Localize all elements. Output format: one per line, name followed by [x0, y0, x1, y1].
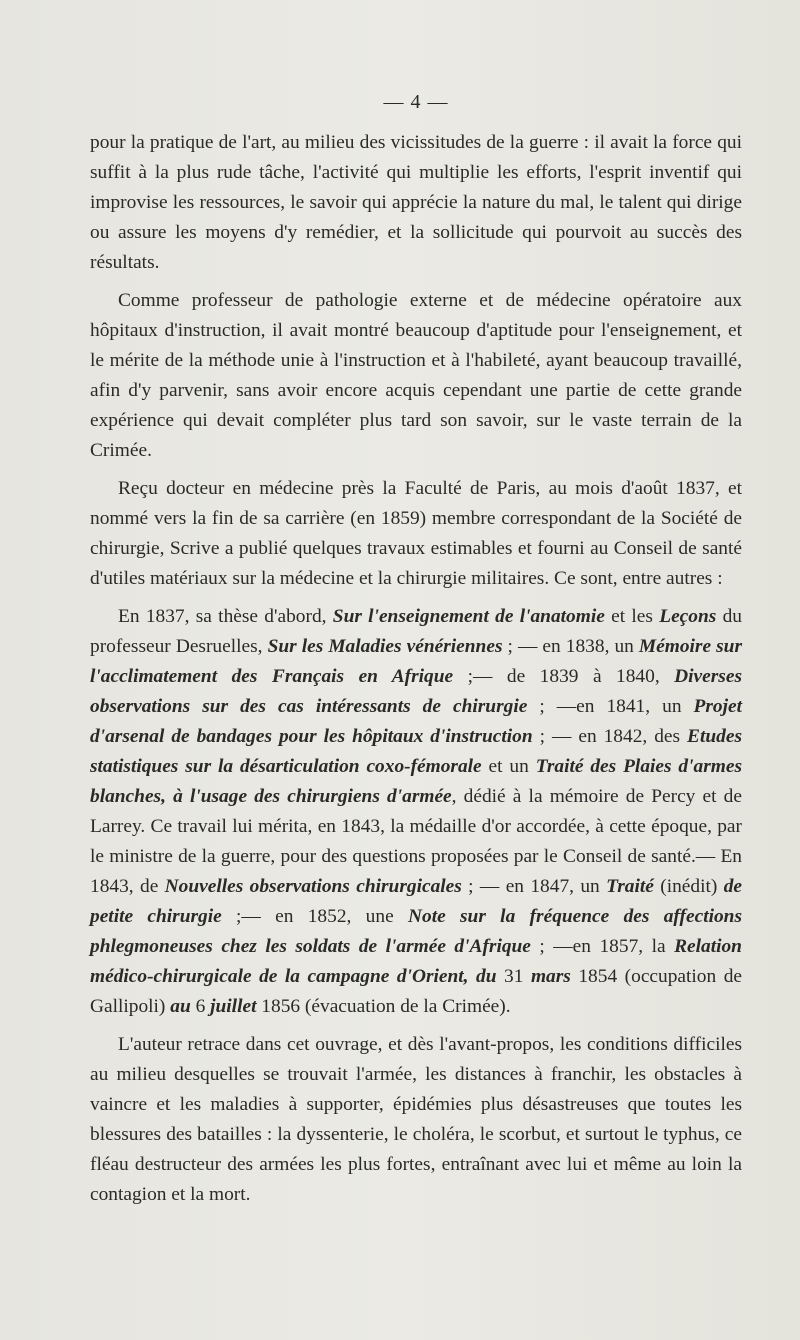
body-text-run: (inédit)	[653, 876, 724, 897]
body-text-run: 1854 (occupation de Gallipoli)	[90, 966, 743, 1017]
body-text-run: 31	[496, 966, 531, 987]
italic-title-text: mars	[530, 966, 571, 987]
paragraph-3	[90, 474, 742, 594]
body-text-run: ;— en 1852, une	[221, 906, 408, 927]
paragraph-4	[90, 602, 742, 1022]
italic-title-text: Sur les Maladies vénériennes	[267, 636, 503, 657]
body-text-run: pour la pratique de l'art, au milieu des vicissitudes de la guerre : il avait la force qui suffit à la plus rude tâche, l'activité qui multiplie les efforts, l'esprit inventif qui improvise les ressources, le savoir qui apprécie la nature du mal, le talent qui dirige ou assure les moyens d'y remédier, et la sollicitude qui pourvoit au succès des résultats.	[90, 132, 742, 273]
italic-title-text: de petite chirurgie	[90, 876, 742, 927]
page-number: — 4 —	[383, 91, 449, 113]
italic-title-text: Projet d'arsenal de bandages pour les hôpitaux d'instruction	[90, 696, 742, 747]
paragraph-2	[90, 286, 742, 466]
body-text-run: ; —en 1841, un	[527, 696, 694, 717]
body-text-run: ; — en 1842, des	[532, 726, 688, 747]
italic-title-text: Leçons	[659, 606, 717, 627]
body-text-run: 1856 (évacuation de la Crimée).	[256, 996, 511, 1017]
italic-title-text: Traité	[606, 876, 654, 897]
body-text-run: ;— de 1839 à 1840,	[453, 666, 675, 687]
body-text-run: L'auteur retrace dans cet ouvrage, et dès l'avant-propos, les conditions difficiles au milieu desquelles se trouvait l'armée, les distances à franchir, les obstacles à vaincre et les maladies à supporter, épidémies plus désastreuses que toutes les blessures des batailles : la dyssenterie, le choléra, le scorbut, et surtout le typhus, ce fléau destructeur des armées les plus fortes, entraînant avec lui et même au loin la contagion et la mort.	[90, 1034, 742, 1205]
body-text-run: ; —en 1857, la	[530, 936, 675, 957]
italic-title-text: Sur l'enseignement de l'anatomie	[332, 606, 605, 627]
body-text-run: et un	[481, 756, 536, 777]
italic-title-text: au	[170, 996, 191, 1017]
italic-title-text: Traité des Plaies d'armes blanches, à l'usage des chirurgiens d'armée	[90, 756, 742, 807]
body-text-run: , dédié à la mémoire de Percy et de Larrey. Ce travail lui mérita, en 1843, la médaille d'or accordée, à cette époque, par le ministre de la guerre, pour des questions proposées par le Conseil de santé.— En 1843, de	[90, 786, 742, 897]
body-text-run: En 1837, sa thèse d'abord,	[118, 606, 333, 627]
italic-title-text: Nouvelles observations chirurgicales	[164, 876, 462, 897]
body-text-run: et les	[604, 606, 660, 627]
italic-title-text: Relation médico-chirurgicale de la campagne d'Orient, du	[90, 936, 742, 987]
italic-title-text: Diverses observations sur des cas intéressants de chirurgie	[90, 666, 743, 717]
body-text-run: ; — en 1838, un	[502, 636, 639, 657]
body-text-run: 6	[190, 996, 211, 1017]
body-text-run: Comme professeur de pathologie externe et de médecine opératoire aux hôpitaux d'instruction, il avait montré beaucoup d'aptitude pour l'enseignement, et le mérite de la méthode unie à l'instruction et à l'habileté, ayant beaucoup travaillé, afin d'y parvenir, sans avoir encore acquis cependant une partie de cette grande expérience qui devait compléter plus tard son savoir, sur le vaste terrain de la Crimée.	[90, 290, 742, 461]
italic-title-text: Mémoire sur l'acclimatement des Français en Afrique	[90, 636, 742, 687]
italic-title-text: Etudes statistiques sur la désarticulation coxo-fémorale	[90, 726, 742, 777]
italic-title-text: juillet	[210, 996, 257, 1017]
body-text-run: du professeur Desruelles,	[90, 606, 742, 657]
body-text-run: Reçu docteur en médecine près la Faculté de Paris, au mois d'août 1837, et nommé vers la fin de sa carrière (en 1859) membre correspondant de la Société de chirurgie, Scrive a publié quelques travaux estimables et fourni au Conseil de santé d'utiles matériaux sur la médecine et la chirurgie militaires. Ce sont, entre autres :	[90, 478, 742, 589]
italic-title-text: Note sur la fréquence des affections phlegmoneuses chez les soldats de l'armée d'Afrique	[90, 906, 743, 957]
body-text	[90, 128, 742, 1210]
paragraph-1	[90, 128, 742, 278]
paragraph-5	[90, 1030, 742, 1210]
body-text-run: ; — en 1847, un	[461, 876, 607, 897]
